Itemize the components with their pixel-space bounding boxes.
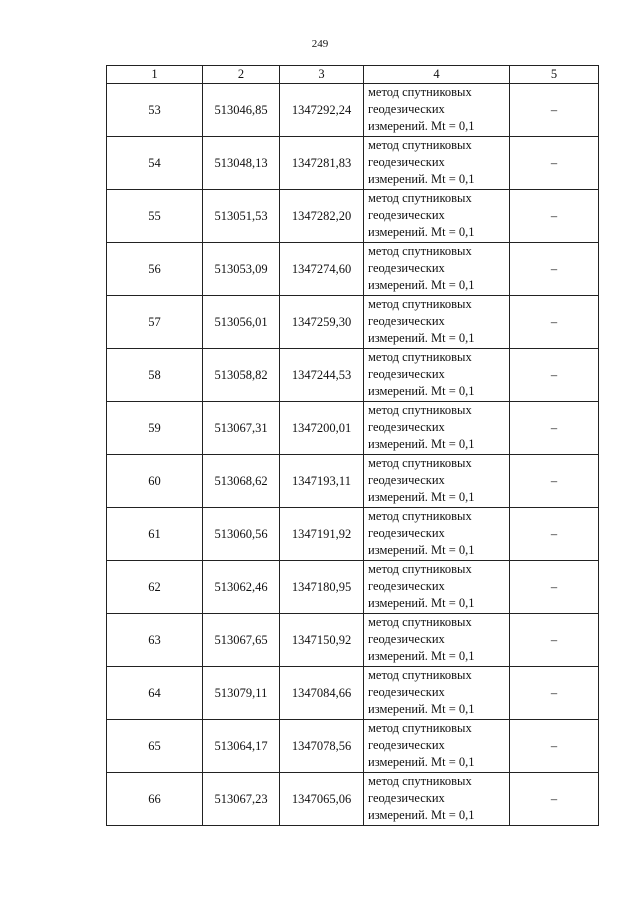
error-cell: – xyxy=(510,773,599,826)
method-text-line: измерений. Mt = 0,1 xyxy=(368,596,475,610)
y-coordinate-cell: 1347200,01 xyxy=(280,402,364,455)
error-cell: – xyxy=(510,137,599,190)
x-coordinate-cell: 513067,65 xyxy=(203,614,280,667)
method-text-line: метод спутниковых xyxy=(368,668,472,682)
y-coordinate-cell: 1347274,60 xyxy=(280,243,364,296)
method-cell xyxy=(364,402,510,455)
table-row xyxy=(107,508,599,561)
method-text-line: геодезических xyxy=(368,261,445,275)
method-text-line: измерений. Mt = 0,1 xyxy=(368,437,475,451)
method-text-line: метод спутниковых xyxy=(368,191,472,205)
point-number-cell: 63 xyxy=(107,614,203,667)
y-coordinate-cell: 1347244,53 xyxy=(280,349,364,402)
y-coordinate-cell: 1347193,11 xyxy=(280,455,364,508)
y-coordinate-cell: 1347084,66 xyxy=(280,667,364,720)
x-coordinate-cell: 513067,23 xyxy=(203,773,280,826)
table-row xyxy=(107,773,599,826)
error-cell: – xyxy=(510,190,599,243)
y-coordinate-cell: 1347292,24 xyxy=(280,84,364,137)
point-number-cell: 61 xyxy=(107,508,203,561)
table-row xyxy=(107,349,599,402)
method-text-line: геодезических xyxy=(368,791,445,805)
point-number-cell: 64 xyxy=(107,667,203,720)
x-coordinate-cell: 513079,11 xyxy=(203,667,280,720)
x-coordinate-cell: 513056,01 xyxy=(203,296,280,349)
error-cell: – xyxy=(510,402,599,455)
table-row xyxy=(107,667,599,720)
method-text-line: геодезических xyxy=(368,473,445,487)
method-text-line: измерений. Mt = 0,1 xyxy=(368,172,475,186)
column-header-3: 3 xyxy=(280,66,364,84)
method-text-line: геодезических xyxy=(368,367,445,381)
y-coordinate-cell: 1347078,56 xyxy=(280,720,364,773)
x-coordinate-cell: 513060,56 xyxy=(203,508,280,561)
y-coordinate-cell: 1347281,83 xyxy=(280,137,364,190)
method-text-line: измерений. Mt = 0,1 xyxy=(368,490,475,504)
coordinates-table xyxy=(106,65,599,826)
method-cell xyxy=(364,773,510,826)
method-cell xyxy=(364,614,510,667)
x-coordinate-cell: 513058,82 xyxy=(203,349,280,402)
method-text-line: измерений. Mt = 0,1 xyxy=(368,755,475,769)
method-text-line: геодезических xyxy=(368,685,445,699)
point-number-cell: 54 xyxy=(107,137,203,190)
y-coordinate-cell: 1347282,20 xyxy=(280,190,364,243)
method-cell xyxy=(364,296,510,349)
method-text-line: геодезических xyxy=(368,579,445,593)
error-cell: – xyxy=(510,455,599,508)
point-number-cell: 56 xyxy=(107,243,203,296)
method-text-line: геодезических xyxy=(368,738,445,752)
column-header-4: 4 xyxy=(364,66,510,84)
method-text-line: метод спутниковых xyxy=(368,509,472,523)
method-text-line: геодезических xyxy=(368,632,445,646)
table-header-row xyxy=(107,66,599,84)
x-coordinate-cell: 513068,62 xyxy=(203,455,280,508)
table-row xyxy=(107,137,599,190)
method-text-line: метод спутниковых xyxy=(368,138,472,152)
method-text-line: метод спутниковых xyxy=(368,774,472,788)
x-coordinate-cell: 513062,46 xyxy=(203,561,280,614)
table-row xyxy=(107,720,599,773)
method-cell xyxy=(364,561,510,614)
method-text-line: измерений. Mt = 0,1 xyxy=(368,225,475,239)
method-cell xyxy=(364,455,510,508)
method-text-line: измерений. Mt = 0,1 xyxy=(368,278,475,292)
x-coordinate-cell: 513067,31 xyxy=(203,402,280,455)
error-cell: – xyxy=(510,720,599,773)
point-number-cell: 58 xyxy=(107,349,203,402)
method-text-line: измерений. Mt = 0,1 xyxy=(368,543,475,557)
x-coordinate-cell: 513051,53 xyxy=(203,190,280,243)
error-cell: – xyxy=(510,614,599,667)
error-cell: – xyxy=(510,349,599,402)
point-number-cell: 66 xyxy=(107,773,203,826)
x-coordinate-cell: 513046,85 xyxy=(203,84,280,137)
method-text-line: измерений. Mt = 0,1 xyxy=(368,808,475,822)
column-header-2: 2 xyxy=(203,66,280,84)
method-text-line: метод спутниковых xyxy=(368,562,472,576)
point-number-cell: 65 xyxy=(107,720,203,773)
error-cell: – xyxy=(510,243,599,296)
point-number-cell: 53 xyxy=(107,84,203,137)
table-body xyxy=(107,84,599,826)
point-number-cell: 60 xyxy=(107,455,203,508)
method-text-line: геодезических xyxy=(368,102,445,116)
method-text-line: геодезических xyxy=(368,314,445,328)
table-row xyxy=(107,243,599,296)
page-number: 249 xyxy=(311,38,329,50)
method-text-line: метод спутниковых xyxy=(368,85,472,99)
y-coordinate-cell: 1347150,92 xyxy=(280,614,364,667)
x-coordinate-cell: 513053,09 xyxy=(203,243,280,296)
method-cell xyxy=(364,508,510,561)
error-cell: – xyxy=(510,508,599,561)
error-cell: – xyxy=(510,84,599,137)
method-text-line: метод спутниковых xyxy=(368,721,472,735)
method-text-line: метод спутниковых xyxy=(368,403,472,417)
method-cell xyxy=(364,720,510,773)
method-cell xyxy=(364,84,510,137)
method-text-line: измерений. Mt = 0,1 xyxy=(368,702,475,716)
method-text-line: метод спутниковых xyxy=(368,615,472,629)
method-text-line: измерений. Mt = 0,1 xyxy=(368,649,475,663)
y-coordinate-cell: 1347065,06 xyxy=(280,773,364,826)
table-row xyxy=(107,455,599,508)
method-cell xyxy=(364,137,510,190)
y-coordinate-cell: 1347259,30 xyxy=(280,296,364,349)
table-row xyxy=(107,84,599,137)
method-text-line: измерений. Mt = 0,1 xyxy=(368,331,475,345)
table-row xyxy=(107,614,599,667)
method-text-line: геодезических xyxy=(368,526,445,540)
method-text-line: геодезических xyxy=(368,155,445,169)
error-cell: – xyxy=(510,561,599,614)
method-text-line: метод спутниковых xyxy=(368,297,472,311)
x-coordinate-cell: 513048,13 xyxy=(203,137,280,190)
point-number-cell: 59 xyxy=(107,402,203,455)
method-cell xyxy=(364,667,510,720)
column-header-1: 1 xyxy=(107,66,203,84)
table-row xyxy=(107,561,599,614)
error-cell: – xyxy=(510,296,599,349)
column-header-5: 5 xyxy=(510,66,599,84)
method-text-line: измерений. Mt = 0,1 xyxy=(368,384,475,398)
method-cell xyxy=(364,349,510,402)
method-text-line: метод спутниковых xyxy=(368,456,472,470)
method-text-line: геодезических xyxy=(368,420,445,434)
table-row xyxy=(107,402,599,455)
error-cell: – xyxy=(510,667,599,720)
method-cell xyxy=(364,190,510,243)
y-coordinate-cell: 1347191,92 xyxy=(280,508,364,561)
method-text-line: метод спутниковых xyxy=(368,350,472,364)
method-cell xyxy=(364,243,510,296)
method-text-line: измерений. Mt = 0,1 xyxy=(368,119,475,133)
point-number-cell: 55 xyxy=(107,190,203,243)
y-coordinate-cell: 1347180,95 xyxy=(280,561,364,614)
point-number-cell: 62 xyxy=(107,561,203,614)
method-text-line: метод спутниковых xyxy=(368,244,472,258)
table-row xyxy=(107,190,599,243)
point-number-cell: 57 xyxy=(107,296,203,349)
x-coordinate-cell: 513064,17 xyxy=(203,720,280,773)
table-row xyxy=(107,296,599,349)
method-text-line: геодезических xyxy=(368,208,445,222)
